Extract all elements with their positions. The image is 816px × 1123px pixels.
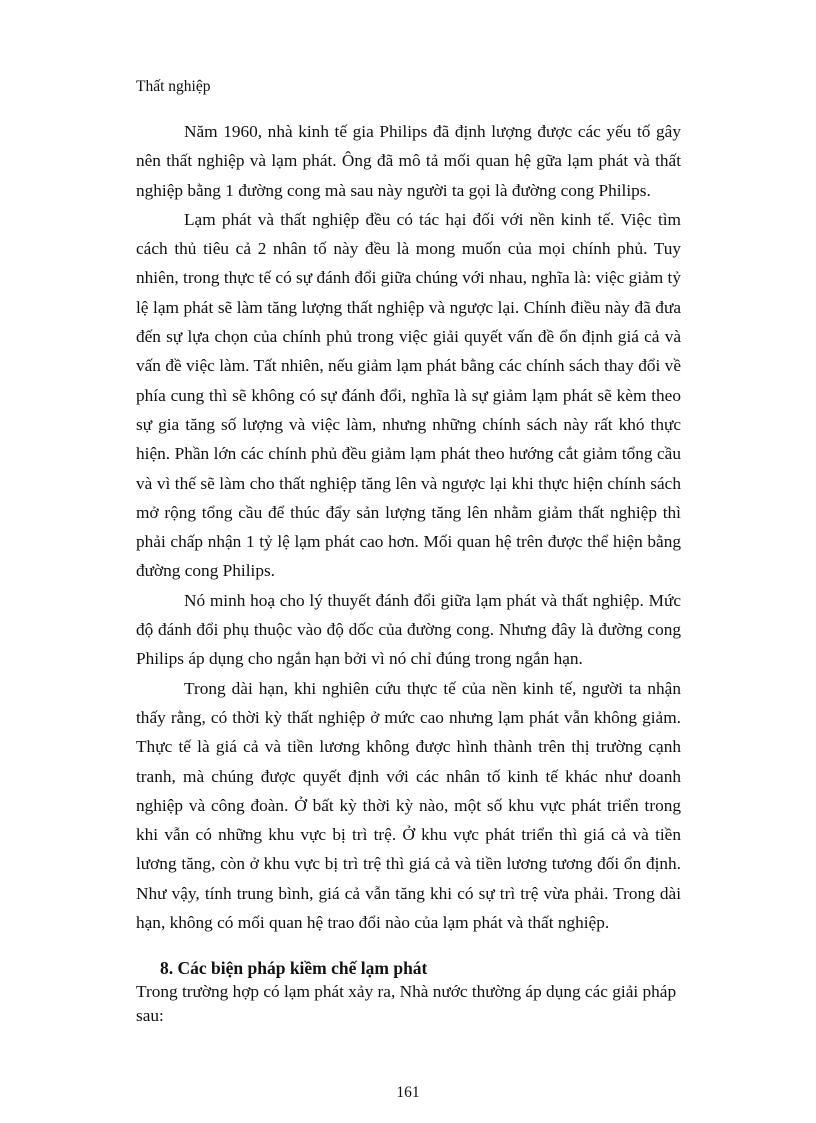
page-body: [136, 117, 681, 1028]
paragraph-philips-intro: Năm 1960, nhà kinh tế gia Philips đã định lượng được các yếu tố gây nên thất nghiệp và lạm phát. Ông đã mô tả mối quan hệ gữa lạm phát và thất nghiệp bằng 1 đường cong mà sau này người ta gọi là đường cong Philips.: [136, 122, 681, 200]
page-number: 161: [396, 1084, 420, 1101]
paragraph-short-run: Nó minh hoạ cho lý thuyết đánh đổi giữa lạm phát và thất nghiệp. Mức độ đánh đổi phụ thuộc vào độ dốc của đường cong. Nhưng đây là đường cong Philips áp dụng cho ngắn hạn bởi vì nó chỉ đúng trong ngắn hạn.: [136, 590, 681, 669]
paragraph-tradeoff: Lạm phát và thất nghiệp đều có tác hại đối với nền kinh tế. Việc tìm cách thủ tiêu cả 2 nhân tố này đều là mong muốn của mọi chính phủ. Tuy nhiên, trong thực tế có sự đánh đổi giữa chúng với nhau, nghĩa là: việc giảm tỷ lệ lạm phát sẽ làm tăng lượng thất nghiệp và ngược lại. Chính điều này đã đưa đến sự lựa chọn của chính phủ trong việc giải quyết vấn đề ổn định giá cả và vấn đề việc làm. Tất nhiên, nếu giảm lạm phát bằng các chính sách thay đổi về phía cung thì sẽ không có sự đánh đổi, nghĩa là sự giảm lạm phát sẽ kèm theo sự gia tăng số lượng và việc làm, nhưng những chính sách này rất khó thực hiện. Phần lớn các chính phủ đều giảm lạm phát theo hướng cắt giảm tổng cầu và vì thế sẽ làm cho thất nghiệp tăng lên và ngược lại khi thực hiện chính sách mở rộng tổng cầu để thúc đẩy sản lượng tăng lên nhằm giảm thất nghiệp thì phải chấp nhận 1 tỷ lệ lạm phát cao hơn. Mối quan hệ trên được thể hiện bằng đường cong Philips.: [136, 209, 681, 581]
section-intro: Trong trường hợp có lạm phát xảy ra, Nhà nước thường áp dụng các giải pháp sau:: [136, 982, 677, 1026]
running-header: Thất nghiệp: [136, 78, 211, 95]
paragraph-long-run: Trong dài hạn, khi nghiên cứu thực tế của nền kinh tế, người ta nhận thấy rằng, có thời kỳ thất nghiệp ở mức cao nhưng lạm phát vẫn không giảm. Thực tế là giá cả và tiền lương không được hình thành trên thị trường cạnh tranh, mà chúng được quyết định với các nhân tố kinh tế khác như doanh nghiệp và công đoàn. Ở bất kỳ thời kỳ nào, một số khu vực phát triển trong khi vẫn có những khu vực bị trì trệ. Ở khu vực phát triển thì giá cả và tiền lương tăng, còn ở khu vực bị trì trệ thì giá cả và tiền lương tương đối ổn định. Như vậy, tính trung bình, giá cả vẫn tăng khi có sự trì trệ vừa phải. Trong dài hạn, không có mối quan hệ trao đổi nào của lạm phát và thất nghiệp.: [136, 678, 681, 933]
section-heading: 8. Các biện pháp kiềm chế lạm phát: [160, 958, 428, 979]
